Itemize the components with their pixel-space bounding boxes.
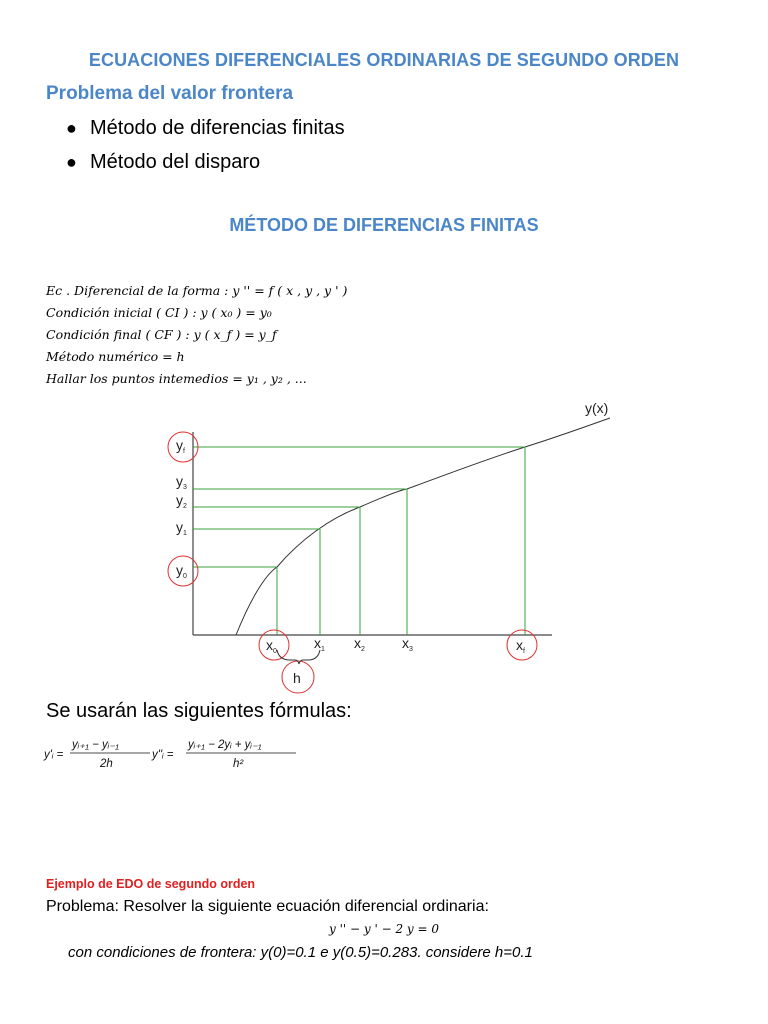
section-title: MÉTODO DE DIFERENCIAS FINITAS xyxy=(229,215,539,235)
definition-line: Condición final ( CF ) : y ( x_f ) = y_f xyxy=(46,327,277,342)
y-label-1: $y_1$ xyxy=(176,519,187,537)
method-item: ● Método del disparo xyxy=(66,148,345,182)
definition-line: Condición inicial ( CI ) : y ( x₀ ) = y₀ xyxy=(46,305,272,320)
second-derivative-denominator: h² xyxy=(233,758,244,770)
definitions xyxy=(46,280,347,390)
second-derivative-numerator: yᵢ₊₁ − 2yᵢ + yᵢ₋₁ xyxy=(188,739,262,751)
x-label-3: $x_3$ xyxy=(402,635,413,653)
methods-list xyxy=(66,114,345,182)
definition-line: Hallar los puntos intemedios = y₁ , y₂ , ... xyxy=(46,371,307,386)
main-title: ECUACIONES DIFERENCIALES ORDINARIAS DE SEGUNDO ORDEN xyxy=(88,50,680,70)
first-derivative-lhs: y'ᵢ = xyxy=(44,749,64,761)
y-label-3: $y_3$ xyxy=(176,473,187,491)
definition-line: Método numérico = h xyxy=(46,349,185,364)
subtitle: Problema del valor frontera xyxy=(46,83,294,104)
bullet-icon: ● xyxy=(66,118,77,138)
finite-difference-diagram xyxy=(0,390,768,700)
boundary-conditions: con condiciones de frontera: y(0)=0.1 e y(0.5)=0.283. considere h=0.1 xyxy=(68,944,533,961)
horizontal-guides xyxy=(193,447,525,567)
first-derivative-numerator: yᵢ₊₁ − yᵢ₋₁ xyxy=(72,739,119,751)
highlight-circles xyxy=(168,432,537,693)
bullet-icon: ● xyxy=(66,152,77,172)
definition-line: Ec . Diferencial de la forma : y '' = f ( x , y , y ' ) xyxy=(46,283,348,298)
vertical-guides xyxy=(277,447,525,635)
x-label-1: $x_1$ xyxy=(314,635,325,653)
curve-yx xyxy=(236,418,610,635)
example-title: Ejemplo de EDO de segundo orden xyxy=(46,877,256,891)
step-label: h xyxy=(293,670,301,686)
y-label-f: $y_f$ xyxy=(176,437,185,455)
problem-statement: Problema: Resolver la siguiente ecuación diferencial ordinaria: xyxy=(46,898,489,915)
y-label-2: $y_2$ xyxy=(176,492,187,510)
second-derivative-lhs: y''ᵢ = xyxy=(152,749,174,761)
difference-formulas xyxy=(40,734,300,774)
x-label-2: $x_2$ xyxy=(354,635,365,653)
x-label-0: $x_0$ xyxy=(266,637,277,655)
x-label-f: $x_f$ xyxy=(516,637,525,655)
method-item: ● Método de diferencias finitas xyxy=(66,114,345,148)
ode-equation: y '' − y ' − 2 y = 0 xyxy=(329,922,439,936)
curve-label: y(x) xyxy=(585,400,609,416)
formulas-title: Se usarán las siguientes fórmulas: xyxy=(46,700,352,722)
first-derivative-denominator: 2h xyxy=(100,758,113,770)
y-label-0: $y_0$ xyxy=(176,562,187,580)
